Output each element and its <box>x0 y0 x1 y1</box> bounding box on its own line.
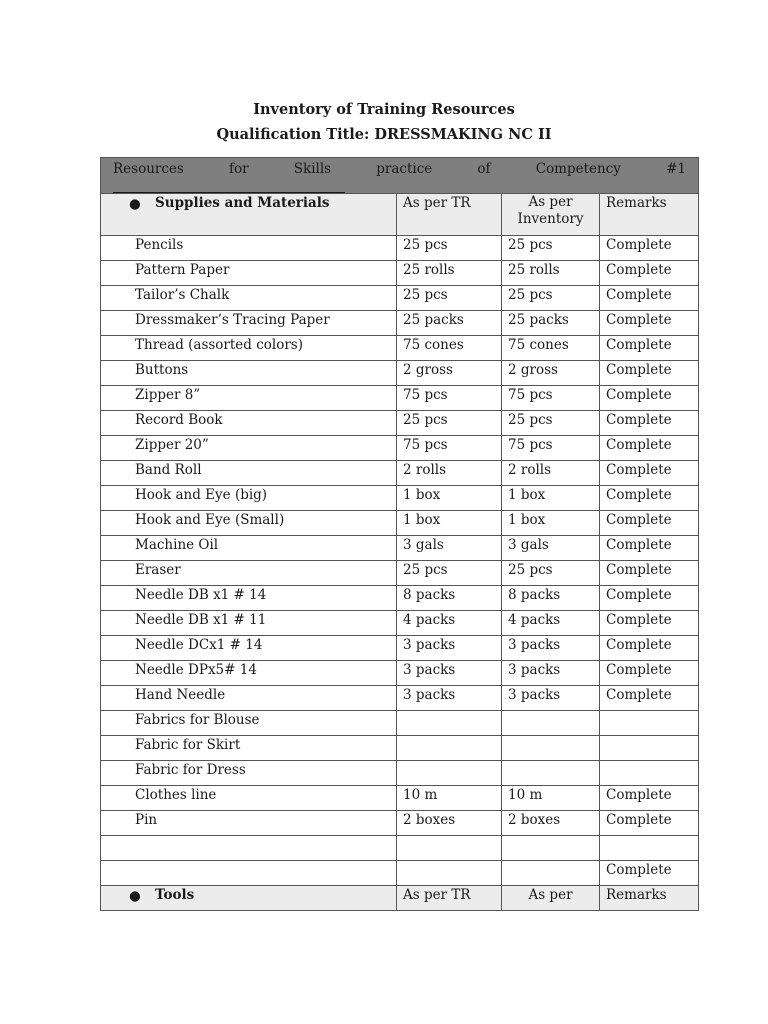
as-per-inventory-cell: 2 rolls <box>502 461 600 486</box>
remarks-cell: Complete <box>600 486 699 511</box>
as-per-inventory-cell: 75 pcs <box>502 436 600 461</box>
section-supplies-name: Supplies and Materials <box>155 195 330 211</box>
table-row <box>101 386 699 411</box>
remarks-cell: Complete <box>600 561 699 586</box>
as-per-tr-cell: 25 rolls <box>397 261 502 286</box>
as-per-tr-cell: 25 pcs <box>397 561 502 586</box>
as-per-inventory-cell: 1 box <box>502 511 600 536</box>
as-per-tr-cell: 3 gals <box>397 536 502 561</box>
table-row <box>101 511 699 536</box>
item-name-cell <box>101 861 397 886</box>
remarks-cell <box>600 761 699 786</box>
as-per-tr-cell: 3 packs <box>397 686 502 711</box>
as-per-tr-cell: 75 pcs <box>397 436 502 461</box>
remarks-cell: Complete <box>600 636 699 661</box>
remarks-cell: Complete <box>600 386 699 411</box>
remarks-cell: Complete <box>600 661 699 686</box>
as-per-inventory-cell: 75 pcs <box>502 386 600 411</box>
as-per-tr-cell: 25 pcs <box>397 236 502 261</box>
table-row <box>101 486 699 511</box>
as-per-tr-cell: 25 packs <box>397 311 502 336</box>
competency-header-word: for <box>229 161 249 177</box>
competency-header-word: practice <box>376 161 433 177</box>
competency-header-word: #1 <box>666 161 686 177</box>
as-per-tr-cell <box>397 711 502 736</box>
competency-header-text <box>107 158 692 178</box>
item-name-cell: Pattern Paper <box>101 261 397 286</box>
item-name-cell: Buttons <box>101 361 397 386</box>
as-per-inventory-cell: 10 m <box>502 786 600 811</box>
as-per-inventory-cell: 3 packs <box>502 661 600 686</box>
as-per-tr-cell: 3 packs <box>397 661 502 686</box>
item-name-cell: Eraser <box>101 561 397 586</box>
section-tools-name: Tools <box>155 887 195 903</box>
col-header-as-per-tr: As per TR <box>397 886 502 911</box>
col-header-as-per-tr: As per TR <box>397 194 502 236</box>
remarks-cell: Complete <box>600 361 699 386</box>
remarks-cell <box>600 836 699 861</box>
as-per-tr-cell: 2 gross <box>397 361 502 386</box>
item-name-cell: Pencils <box>101 236 397 261</box>
item-name-cell: Needle DB x1 # 14 <box>101 586 397 611</box>
as-per-inventory-cell: 1 box <box>502 486 600 511</box>
section-supplies-label <box>101 194 397 236</box>
table-row <box>101 711 699 736</box>
item-name-cell: Band Roll <box>101 461 397 486</box>
remarks-cell: Complete <box>600 861 699 886</box>
remarks-cell: Complete <box>600 436 699 461</box>
as-per-inventory-cell: 3 packs <box>502 636 600 661</box>
table-row <box>101 836 699 861</box>
as-per-tr-cell: 75 pcs <box>397 386 502 411</box>
table-row <box>101 561 699 586</box>
table-row <box>101 686 699 711</box>
item-name-cell: Tailor’s Chalk <box>101 286 397 311</box>
remarks-cell <box>600 736 699 761</box>
table-row <box>101 861 699 886</box>
table-row <box>101 261 699 286</box>
table-row <box>101 336 699 361</box>
section-tools-label <box>101 886 397 911</box>
remarks-cell: Complete <box>600 311 699 336</box>
remarks-cell: Complete <box>600 511 699 536</box>
item-name-cell: Fabrics for Blouse <box>101 711 397 736</box>
table-row <box>101 661 699 686</box>
table-row <box>101 311 699 336</box>
table-row <box>101 286 699 311</box>
remarks-cell: Complete <box>600 686 699 711</box>
as-per-inventory-cell <box>502 736 600 761</box>
remarks-cell: Complete <box>600 811 699 836</box>
remarks-cell: Complete <box>600 411 699 436</box>
remarks-cell: Complete <box>600 786 699 811</box>
remarks-cell: Complete <box>600 461 699 486</box>
item-name-cell: Pin <box>101 811 397 836</box>
as-per-inventory-cell: 2 boxes <box>502 811 600 836</box>
competency-header-word: Competency <box>535 161 621 177</box>
as-per-tr-cell <box>397 736 502 761</box>
item-name-cell: Zipper 20” <box>101 436 397 461</box>
table-row <box>101 411 699 436</box>
item-name-cell: Record Book <box>101 411 397 436</box>
table-row <box>101 436 699 461</box>
competency-header-word: of <box>477 161 491 177</box>
as-per-tr-cell <box>397 861 502 886</box>
col-header-as-per-inventory: As per <box>502 886 600 911</box>
as-per-inventory-cell: 25 pcs <box>502 286 600 311</box>
item-name-cell: Zipper 8” <box>101 386 397 411</box>
section-supplies-row <box>101 194 699 236</box>
item-name-cell: Needle DB x1 # 11 <box>101 611 397 636</box>
as-per-tr-cell: 25 pcs <box>397 411 502 436</box>
remarks-cell: Complete <box>600 236 699 261</box>
as-per-inventory-cell: 4 packs <box>502 611 600 636</box>
as-per-inventory-cell: 3 packs <box>502 686 600 711</box>
col-header-remarks: Remarks <box>600 194 699 236</box>
table-row <box>101 536 699 561</box>
as-per-inventory-cell: 25 pcs <box>502 411 600 436</box>
col-header-remarks: Remarks <box>600 886 699 911</box>
bullet-icon: ● <box>129 888 141 904</box>
item-name-cell: Machine Oil <box>101 536 397 561</box>
as-per-inventory-cell: 3 gals <box>502 536 600 561</box>
table-row <box>101 636 699 661</box>
as-per-inventory-cell <box>502 836 600 861</box>
as-per-tr-cell: 10 m <box>397 786 502 811</box>
remarks-cell: Complete <box>600 611 699 636</box>
document-title: Inventory of Training Resources <box>253 101 515 118</box>
as-per-inventory-cell <box>502 711 600 736</box>
competency-header-word: Resources <box>113 161 184 177</box>
as-per-tr-cell: 75 cones <box>397 336 502 361</box>
remarks-cell: Complete <box>600 536 699 561</box>
competency-header-cell <box>101 158 699 194</box>
col-header-as-per-inventory: As per Inventory <box>502 194 600 236</box>
qualification-title: Qualification Title: DRESSMAKING NC II <box>216 126 552 143</box>
as-per-tr-cell: 3 packs <box>397 636 502 661</box>
item-name-cell: Dressmaker’s Tracing Paper <box>101 311 397 336</box>
table-row <box>101 611 699 636</box>
as-per-inventory-cell: 8 packs <box>502 586 600 611</box>
inventory-table <box>100 157 699 911</box>
item-name-cell: Hook and Eye (big) <box>101 486 397 511</box>
remarks-cell: Complete <box>600 336 699 361</box>
as-per-inventory-cell: 25 pcs <box>502 236 600 261</box>
as-per-tr-cell: 2 boxes <box>397 811 502 836</box>
item-name-cell: Needle DCx1 # 14 <box>101 636 397 661</box>
item-name-cell: Fabric for Skirt <box>101 736 397 761</box>
table-row <box>101 761 699 786</box>
table-row <box>101 586 699 611</box>
item-name-cell <box>101 836 397 861</box>
competency-header-row <box>101 158 699 194</box>
as-per-tr-cell: 8 packs <box>397 586 502 611</box>
as-per-inventory-cell <box>502 761 600 786</box>
as-per-tr-cell: 1 box <box>397 511 502 536</box>
item-name-cell: Thread (assorted colors) <box>101 336 397 361</box>
bullet-icon: ● <box>129 196 141 212</box>
item-name-cell: Fabric for Dress <box>101 761 397 786</box>
as-per-tr-cell: 4 packs <box>397 611 502 636</box>
table-row <box>101 811 699 836</box>
remarks-cell: Complete <box>600 286 699 311</box>
as-per-tr-cell: 25 pcs <box>397 286 502 311</box>
as-per-inventory-cell: 25 pcs <box>502 561 600 586</box>
table-row <box>101 361 699 386</box>
item-name-cell: Needle DPx5# 14 <box>101 661 397 686</box>
as-per-tr-cell <box>397 836 502 861</box>
as-per-inventory-cell: 25 rolls <box>502 261 600 286</box>
remarks-cell: Complete <box>600 261 699 286</box>
table-row <box>101 461 699 486</box>
as-per-inventory-cell: 75 cones <box>502 336 600 361</box>
item-name-cell: Hand Needle <box>101 686 397 711</box>
competency-fill-line <box>113 178 345 193</box>
as-per-inventory-cell: 25 packs <box>502 311 600 336</box>
as-per-tr-cell: 2 rolls <box>397 461 502 486</box>
remarks-cell <box>600 711 699 736</box>
item-name-cell: Hook and Eye (Small) <box>101 511 397 536</box>
as-per-inventory-cell: 2 gross <box>502 361 600 386</box>
remarks-cell: Complete <box>600 586 699 611</box>
competency-header-word: Skills <box>293 161 332 177</box>
table-row <box>101 786 699 811</box>
as-per-tr-cell <box>397 761 502 786</box>
table-row <box>101 236 699 261</box>
table-row <box>101 736 699 761</box>
as-per-inventory-cell <box>502 861 600 886</box>
as-per-tr-cell: 1 box <box>397 486 502 511</box>
section-tools-row <box>101 886 699 911</box>
item-name-cell: Clothes line <box>101 786 397 811</box>
